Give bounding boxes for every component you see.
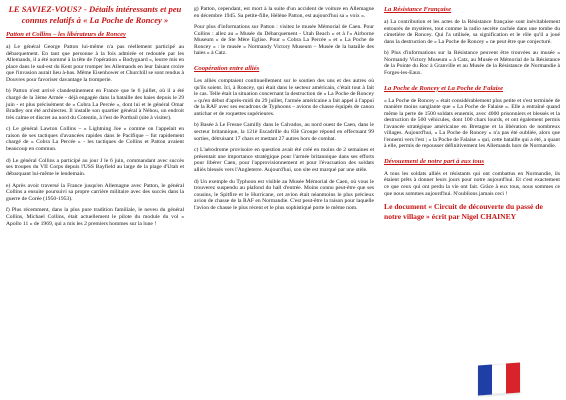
paragraph-s2-g: g) Patton, cependant, est mort à la suite d'un accident de voiture en Allemagne en décembre 1945. Sa petite-fille, Hélène Patton, est aujourd'hui sa « voix ».	[194, 6, 374, 19]
section-heading-devouement: Dévouement de notre part à eux tous	[384, 157, 485, 165]
paragraph-s1-f: f) Plus récemment, dans la plus pure tradition familiale, le neveu du général Collins, Michael Collins, était actuellement le pilote du module du vol « Apollo 11 » de 1969, qui a mis les 2 premiers hommes sur la lune !	[6, 207, 184, 227]
column-middle	[194, 6, 374, 217]
author-signature: Le document « Circuit de découverte du passé de notre village » écrit par Nigel CHAINEY	[384, 202, 543, 221]
paragraph-s3-d: A tous les soldats alliés et résistants qui ont combattus en Normandie, ils étaient prêts à donner leurs jours pour notre aujourd'hui. Et c'est exactement ce que ceux qui ont perdu la vie ont fait. Grâce à eux tous, nous sommes ce que nous sommes aujourd'hui. N'oublions jamais ceci !	[384, 170, 560, 197]
section-heading-patton-collins: Patton et Collins – les libérateurs de Roncey	[6, 31, 126, 38]
paragraph-s1-b: b) Patton n'est arrivé clandestinement en France que le 6 juillet, où il a été chargé de la 3ème Armée - déjà engagée dans la bataille des haies depuis le 29 juin - et plus précisément de « Cobra La Percée », dont lui et le général Omar Bradley ont été architectes. Il installe son quartier général à Néhou, un endroit très calme et discret au nord du Cotentin, à l'est de Portbail (site à visiter).	[6, 88, 184, 121]
column-left	[6, 4, 184, 232]
paragraph-s3-b: b) Plus d'informations sur la Résistance peuvent être trouvées au musée « Normandy Victory Museum » à Catz, au Musée et Mémorial de la Résistance de la Pointe du Roc à Granville et au Musée de la Résistance de Normandie à Forges-les-Eaux.	[384, 50, 560, 77]
section-heading-cooperation: Coopération entre alliés	[194, 65, 260, 73]
paragraph-s3-c: « La Poche de Roncey » était considérablement plus petite et s'est terminée de manière moins sanglante que « La Poche de Falaise ». Elle a entraîné quand même la perte de 1500 soldats ennemis, avec 4000 prisonniers et blessés et la destruction de 500 véhicules, dont 100 chars lourds, et ont également permis l'avancée stratégique américaine en Bretagne et la libération de nombreux villages. Aujourd'hui, « La Poche de Roncey » n'a pas été oubliée, alors que l'ennemi vers l'est ; « la Poche de Falaise » qui, cette bataille qui a été, a quant à elle, permis de repousser définitivement les Allemands hors de Normandie.	[384, 97, 560, 150]
column-right	[384, 6, 560, 221]
flag-red-band	[506, 363, 520, 394]
french-flag-icon	[478, 363, 520, 396]
flag-white-band	[492, 364, 506, 395]
paragraph-s2-visits: Pour plus d'informations sur Patton : visitez le musée Mémorial de Caen. Pour Collins : allez au « Musée du Débarquement - Utah Beach » et à l'« Airborne Museum » de Ste Mère Eglise. Pour « Cobra La Percée » et « La Poche de Roncey » : le musée « Normandy Victory Museum – Musée de la bataille des haies » à Catz.	[194, 24, 374, 57]
paragraph-s1-d: d) Le général Collins a participé au jour J le 6 juin, commandant avec succès ses troupes du VII Corps depuis l'USS Bayfield au large de la plage d'Utah et débarquant lui-même le lendemain.	[6, 157, 184, 177]
paragraph-s1-e: e) Après avoir traversé la France jusqu'en Allemagne avec Patton, le général Collins a ensuite poursuivi sa propre carrière militaire avec des succès dans la guerre de Corée (1950-1953).	[6, 182, 184, 202]
section-heading-poches: La Poche de Roncey et La Poche de Falaise	[384, 84, 504, 92]
paragraph-s2-c: c) L'aérodrome provisoire en question avait été créé en moins de 2 semaines et présentait une importance stratégique pour l'armée britannique dans ses efforts pour libérer Caen, pour l'approvisionnement et pour l'évacuation des soldats alliés blessés vers l'Angleterre. Aujourd'hui, son site est marqué par une stèle.	[194, 147, 374, 173]
page-title: LE SAVIEZ-VOUS? - Détails intéressants et peu connus relatifs à « La Poche de Roncey »	[8, 4, 182, 25]
flag-blue-band	[478, 364, 492, 395]
paragraph-s1-c: c) Le général Lawton Collins – « Lightning Joe » comme on l'appelait en raison de ses tactiques d'avancées rapides dans le Pacifique – fut rapidement chargé de « Cobra La Percée » - les tactiques de Collins et Patton avaient beaucoup en commun.	[6, 126, 184, 153]
paragraph-s3-a: a) La contribution et les actes de la Résistance française sont inévitablement entourés de mystères, tout comme la radio secrète cachée dans une tombe du cimetière de Roncey. Qui l'a utilisée, sa signification et le rôle qu'il a joué dans la destruction de « La Poche de Roncey » ne peut être que conjecturé.	[384, 19, 560, 45]
paragraph-s1-a: a) Le général George Patton lui-même n'a pas réellement participé au débarquement. En tant que personne à la fois admirée et redoutée par les Allemands, il a été nommé à la tête de l'opération « Bodyguard », leurre mis en place dans le sud-est du Kent pour tromper les Allemands en leur faisant croire que l'invasion aurait lieu à-bas. Même Eisenhower et Churchill se sont rendus à Douvres pour favoriser davantage la tromperie.	[6, 44, 184, 83]
paragraph-s2-a: Les alliés comptaient continuellement sur le soutien des uns et des autres où qu'ils soient. Ici, à Roncey, qui était dans le secteur américain, c'était tout à fait le cas. Telle était la situation concernant la destruction de « La Poche de Roncey » qu'en début d'après-midi du 29 juillet, l'armée américaine a fait appel à l'appui de la RAF avec ses escadrons de Typhoons – avions de chasse équipés de canon antichar et de roquettes supérieures.	[194, 78, 374, 117]
section-heading-resistance: La Résistance Française	[384, 6, 452, 13]
paragraph-s2-b: b) Basée à Le Fresne Camilly dans le Calvados, au nord ouest de Caen, dans le secteur britannique, la 121è Escadrille du 83è Groupe répond en effectuant 99 sorties, détruisant 17 chars et mettant 27 autres hors de combat.	[194, 122, 374, 142]
paragraph-s2-d: d) Un exemple du Typhoon est visible au Musée Mémorial de Caen, où vous le trouverez suspendu au plafond du hall d'entrée. Moins connu peut-être que ses cousins, le Spitfire et le Hurricane, cet avion était néanmoins le plus précieux avion de chasse de la RAF en Normandie. C'est peut-être la raison pour laquelle l'avion de chasse le plus récent et le plus sophistiqué porte le même nom.	[194, 178, 374, 211]
